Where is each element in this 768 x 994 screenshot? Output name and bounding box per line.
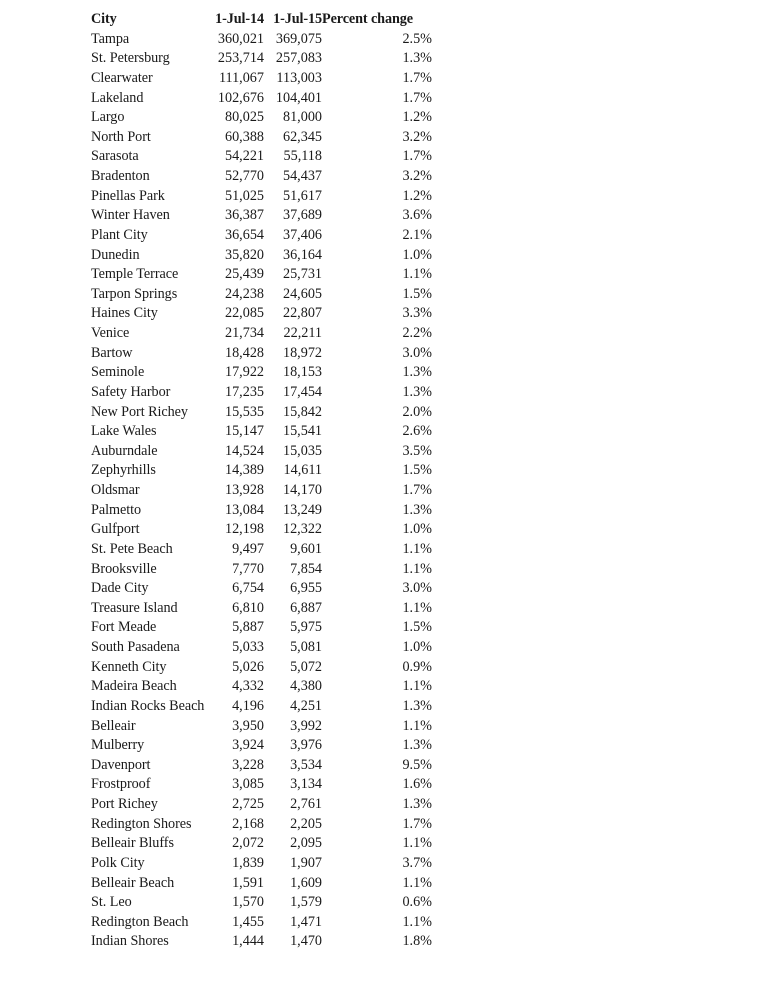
table-row xyxy=(91,403,432,423)
table-row xyxy=(91,324,432,344)
cell-year-2014: 13,928 xyxy=(224,482,264,498)
cell-year-2014: 80,025 xyxy=(224,109,264,126)
cell-percent-change: 2.0% xyxy=(402,403,432,420)
cell-percent-change: 1.5% xyxy=(402,619,432,636)
cell-city: Sarasota xyxy=(91,148,139,165)
table-row xyxy=(91,49,432,69)
table-row xyxy=(91,815,432,835)
cell-percent-change: 1.0% xyxy=(402,639,432,655)
table-row xyxy=(91,658,432,678)
cell-year-2014: 1,444 xyxy=(232,933,264,950)
cell-year-2015: 22,807 xyxy=(282,305,322,322)
cell-city: Bartow xyxy=(91,344,133,361)
cell-percent-change: 1.6% xyxy=(402,776,432,793)
cell-city: Seminole xyxy=(91,364,145,381)
cell-city: Clearwater xyxy=(91,69,153,86)
cell-year-2014: 3,085 xyxy=(232,776,264,793)
cell-year-2014: 9,497 xyxy=(232,540,264,557)
cell-city: Frostproof xyxy=(91,776,151,793)
cell-percent-change: 1.7% xyxy=(402,482,432,498)
cell-year-2014: 17,922 xyxy=(224,364,264,381)
cell-year-2014: 2,725 xyxy=(232,796,264,812)
cell-year-2014: 1,591 xyxy=(232,874,264,891)
cell-percent-change: 1.3% xyxy=(402,50,432,67)
cell-year-2015: 2,761 xyxy=(290,796,322,812)
cell-year-2014: 36,387 xyxy=(224,207,264,224)
table-row xyxy=(91,932,432,952)
table-row xyxy=(91,363,432,383)
cell-percent-change: 3.3% xyxy=(402,305,432,322)
cell-year-2015: 12,322 xyxy=(282,521,322,538)
table-header-row xyxy=(91,10,432,30)
cell-year-2015: 54,437 xyxy=(282,168,322,184)
cell-year-2015: 24,605 xyxy=(282,285,322,302)
table-row xyxy=(91,285,432,305)
cell-year-2014: 111,067 xyxy=(218,69,264,86)
cell-year-2014: 3,228 xyxy=(232,756,264,773)
cell-percent-change: 0.6% xyxy=(402,894,432,911)
cell-year-2014: 4,332 xyxy=(232,678,264,695)
table-row xyxy=(91,187,432,207)
table-row xyxy=(91,560,432,580)
table-row xyxy=(91,128,432,148)
cell-percent-change: 9.5% xyxy=(402,756,432,773)
cell-year-2015: 3,534 xyxy=(290,756,322,773)
cell-percent-change: 1.1% xyxy=(402,678,432,695)
cell-year-2014: 1,455 xyxy=(232,913,264,930)
table-row xyxy=(91,893,432,913)
cell-year-2014: 5,026 xyxy=(232,658,264,675)
cell-year-2015: 51,617 xyxy=(282,187,322,204)
cell-city: Dade City xyxy=(91,580,149,597)
cell-year-2015: 18,153 xyxy=(282,364,322,381)
cell-year-2015: 25,731 xyxy=(282,266,322,283)
cell-city: Auburndale xyxy=(91,442,158,459)
cell-year-2014: 360,021 xyxy=(217,30,264,47)
cell-percent-change: 1.7% xyxy=(402,69,432,86)
cell-city: Fort Meade xyxy=(91,619,157,636)
cell-year-2014: 35,820 xyxy=(224,246,264,263)
cell-year-2014: 25,439 xyxy=(224,266,264,283)
cell-year-2015: 7,854 xyxy=(290,560,322,577)
column-header-year-2014: 1-Jul-14 xyxy=(215,11,264,27)
cell-city: Zephyrhills xyxy=(91,462,156,479)
table-row xyxy=(91,246,432,266)
table-row xyxy=(91,599,432,619)
cell-year-2014: 6,810 xyxy=(232,599,264,616)
cell-year-2014: 18,428 xyxy=(224,344,264,361)
cell-percent-change: 3.0% xyxy=(402,344,432,361)
cell-year-2014: 52,770 xyxy=(224,168,264,184)
cell-year-2015: 13,249 xyxy=(282,501,322,518)
cell-year-2014: 5,033 xyxy=(232,639,264,655)
cell-year-2015: 5,975 xyxy=(290,619,322,636)
cell-year-2014: 54,221 xyxy=(224,148,264,165)
table-row xyxy=(91,69,432,89)
column-header-percent-change: Percent change xyxy=(322,11,413,27)
column-header-year-2015: 1-Jul-15 xyxy=(273,11,322,27)
cell-year-2014: 21,734 xyxy=(224,325,264,341)
table-row xyxy=(91,461,432,481)
cell-year-2015: 6,955 xyxy=(290,580,322,597)
cell-year-2014: 22,085 xyxy=(224,305,264,322)
table-row xyxy=(91,854,432,874)
cell-year-2015: 37,689 xyxy=(282,207,322,224)
column-header-city: City xyxy=(91,11,117,27)
cell-city: Tampa xyxy=(91,30,130,47)
cell-city: St. Petersburg xyxy=(91,50,170,67)
table-row xyxy=(91,795,432,815)
cell-year-2015: 22,211 xyxy=(283,325,322,341)
table-row xyxy=(91,167,432,187)
cell-year-2015: 5,072 xyxy=(290,658,322,675)
cell-city: Brooksville xyxy=(91,560,157,577)
cell-percent-change: 2.1% xyxy=(402,226,432,243)
table-row xyxy=(91,775,432,795)
cell-percent-change: 1.1% xyxy=(402,266,432,283)
table-header xyxy=(91,10,432,30)
cell-year-2015: 3,134 xyxy=(290,776,322,793)
table-row xyxy=(91,717,432,737)
cell-percent-change: 1.3% xyxy=(402,383,432,400)
cell-year-2015: 3,976 xyxy=(290,737,322,754)
cell-year-2015: 15,541 xyxy=(282,423,322,440)
cell-city: Venice xyxy=(91,325,130,341)
cell-percent-change: 3.2% xyxy=(402,128,432,145)
cell-year-2015: 37,406 xyxy=(282,226,322,243)
table-row xyxy=(91,736,432,756)
cell-city: Polk City xyxy=(91,854,145,871)
cell-year-2015: 2,095 xyxy=(290,835,322,852)
table-row xyxy=(91,481,432,501)
cell-percent-change: 1.3% xyxy=(402,364,432,381)
cell-year-2015: 1,470 xyxy=(290,933,322,950)
cell-city: South Pasadena xyxy=(91,639,180,655)
cell-city: Safety Harbor xyxy=(91,383,171,400)
cell-city: North Port xyxy=(91,128,151,145)
cell-percent-change: 1.7% xyxy=(402,148,432,165)
cell-year-2015: 1,907 xyxy=(290,854,322,871)
cell-year-2015: 2,205 xyxy=(290,815,322,832)
cell-percent-change: 1.3% xyxy=(402,697,432,714)
cell-city: Haines City xyxy=(91,305,158,322)
cell-percent-change: 3.5% xyxy=(402,442,432,459)
cell-city: Oldsmar xyxy=(91,482,140,498)
cell-city: Belleair xyxy=(91,717,136,734)
cell-percent-change: 3.6% xyxy=(402,207,432,224)
cell-year-2015: 1,609 xyxy=(290,874,322,891)
cell-percent-change: 2.6% xyxy=(402,423,432,440)
cell-city: Redington Beach xyxy=(91,913,189,930)
table-row xyxy=(91,89,432,109)
table-row xyxy=(91,756,432,776)
cell-year-2015: 369,075 xyxy=(275,30,322,47)
cell-year-2014: 3,950 xyxy=(232,717,264,734)
cell-percent-change: 1.7% xyxy=(402,815,432,832)
cell-year-2014: 15,147 xyxy=(224,423,264,440)
cell-city: Pinellas Park xyxy=(91,187,165,204)
table-row xyxy=(91,304,432,324)
table-row xyxy=(91,618,432,638)
cell-year-2014: 253,714 xyxy=(217,50,264,67)
cell-percent-change: 3.7% xyxy=(402,854,432,871)
cell-percent-change: 3.0% xyxy=(402,580,432,597)
cell-city: Dunedin xyxy=(91,246,140,263)
cell-city: Bradenton xyxy=(91,168,150,184)
cell-year-2014: 5,887 xyxy=(232,619,264,636)
cell-percent-change: 1.1% xyxy=(402,560,432,577)
cell-year-2014: 3,924 xyxy=(232,737,264,754)
cell-city: Largo xyxy=(91,109,125,126)
cell-city: Lake Wales xyxy=(91,423,157,440)
population-table xyxy=(91,10,432,952)
cell-percent-change: 2.5% xyxy=(402,30,432,47)
cell-city: Kenneth City xyxy=(91,658,167,675)
cell-percent-change: 1.8% xyxy=(402,933,432,950)
cell-percent-change: 1.0% xyxy=(402,246,432,263)
table-row xyxy=(91,913,432,933)
cell-city: St. Leo xyxy=(91,894,132,911)
table-row xyxy=(91,147,432,167)
cell-city: New Port Richey xyxy=(91,403,188,420)
cell-year-2015: 4,380 xyxy=(290,678,322,695)
table-row xyxy=(91,834,432,854)
cell-year-2014: 1,570 xyxy=(232,894,264,911)
cell-percent-change: 3.2% xyxy=(402,168,432,184)
cell-year-2015: 17,454 xyxy=(282,383,322,400)
cell-year-2014: 7,770 xyxy=(232,560,264,577)
cell-city: Davenport xyxy=(91,756,151,773)
table-row xyxy=(91,874,432,894)
table-row xyxy=(91,442,432,462)
table-row xyxy=(91,579,432,599)
cell-city: Mulberry xyxy=(91,737,145,754)
cell-percent-change: 1.1% xyxy=(402,599,432,616)
cell-year-2015: 36,164 xyxy=(282,246,322,263)
cell-city: Indian Shores xyxy=(91,933,169,950)
table-row xyxy=(91,383,432,403)
cell-year-2014: 2,168 xyxy=(232,815,264,832)
table-row xyxy=(91,677,432,697)
table-row xyxy=(91,422,432,442)
cell-year-2015: 81,000 xyxy=(282,109,322,126)
cell-percent-change: 1.2% xyxy=(402,187,432,204)
cell-city: Palmetto xyxy=(91,501,142,518)
cell-year-2015: 9,601 xyxy=(290,540,322,557)
cell-year-2014: 102,676 xyxy=(217,89,264,106)
cell-year-2014: 15,535 xyxy=(224,403,264,420)
cell-percent-change: 1.5% xyxy=(402,462,432,479)
table-row xyxy=(91,520,432,540)
table-row xyxy=(91,638,432,658)
cell-city: Belleair Bluffs xyxy=(91,835,174,852)
table-row xyxy=(91,226,432,246)
cell-city: St. Pete Beach xyxy=(91,540,173,557)
cell-city: Winter Haven xyxy=(91,207,170,224)
cell-percent-change: 1.1% xyxy=(402,717,432,734)
cell-year-2015: 113,003 xyxy=(276,69,322,86)
table-row xyxy=(91,206,432,226)
table-row xyxy=(91,344,432,364)
cell-year-2014: 17,235 xyxy=(224,383,264,400)
cell-year-2015: 1,471 xyxy=(290,913,322,930)
cell-city: Indian Rocks Beach xyxy=(91,697,205,714)
cell-year-2015: 1,579 xyxy=(290,894,322,911)
cell-year-2015: 3,992 xyxy=(290,717,322,734)
table-body xyxy=(91,30,432,952)
cell-percent-change: 1.2% xyxy=(402,109,432,126)
cell-city: Plant City xyxy=(91,226,148,243)
table-row xyxy=(91,30,432,50)
cell-year-2015: 6,887 xyxy=(290,599,322,616)
cell-percent-change: 1.1% xyxy=(402,835,432,852)
cell-city: Gulfport xyxy=(91,521,140,538)
cell-year-2015: 62,345 xyxy=(282,128,322,145)
cell-percent-change: 0.9% xyxy=(402,658,432,675)
table-row xyxy=(91,697,432,717)
cell-percent-change: 1.3% xyxy=(402,796,432,812)
cell-city: Madeira Beach xyxy=(91,678,177,695)
cell-year-2015: 14,170 xyxy=(282,482,322,498)
cell-year-2015: 5,081 xyxy=(290,639,322,655)
cell-percent-change: 1.1% xyxy=(402,540,432,557)
cell-percent-change: 1.1% xyxy=(402,874,432,891)
cell-year-2014: 2,072 xyxy=(232,835,264,852)
cell-percent-change: 1.3% xyxy=(402,737,432,754)
cell-year-2014: 36,654 xyxy=(224,226,264,243)
cell-city: Redington Shores xyxy=(91,815,192,832)
cell-percent-change: 1.1% xyxy=(402,913,432,930)
cell-year-2014: 4,196 xyxy=(232,697,264,714)
cell-year-2014: 51,025 xyxy=(224,187,264,204)
cell-city: Treasure Island xyxy=(91,599,178,616)
cell-percent-change: 1.0% xyxy=(402,521,432,538)
cell-year-2015: 257,083 xyxy=(275,50,322,67)
cell-percent-change: 1.7% xyxy=(402,89,432,106)
cell-percent-change: 1.5% xyxy=(402,285,432,302)
cell-year-2014: 13,084 xyxy=(224,501,264,518)
table-row xyxy=(91,501,432,521)
cell-year-2014: 24,238 xyxy=(224,285,264,302)
cell-city: Lakeland xyxy=(91,89,144,106)
cell-city: Port Richey xyxy=(91,796,158,812)
cell-year-2014: 6,754 xyxy=(232,580,264,597)
cell-year-2014: 12,198 xyxy=(224,521,264,538)
table-row xyxy=(91,108,432,128)
cell-city: Belleair Beach xyxy=(91,874,175,891)
cell-year-2014: 14,389 xyxy=(224,462,264,479)
cell-percent-change: 2.2% xyxy=(402,325,432,341)
table-row xyxy=(91,265,432,285)
cell-year-2014: 60,388 xyxy=(224,128,264,145)
cell-year-2015: 15,842 xyxy=(282,403,322,420)
cell-year-2015: 55,118 xyxy=(283,148,322,165)
cell-year-2015: 15,035 xyxy=(282,442,322,459)
cell-year-2015: 4,251 xyxy=(290,697,322,714)
cell-percent-change: 1.3% xyxy=(402,501,432,518)
cell-year-2014: 14,524 xyxy=(224,442,264,459)
cell-year-2015: 104,401 xyxy=(275,89,322,106)
table-row xyxy=(91,540,432,560)
cell-year-2014: 1,839 xyxy=(232,854,264,871)
cell-city: Tarpon Springs xyxy=(91,285,178,302)
cell-city: Temple Terrace xyxy=(91,266,179,283)
cell-year-2015: 18,972 xyxy=(282,344,322,361)
cell-year-2015: 14,611 xyxy=(283,462,322,479)
